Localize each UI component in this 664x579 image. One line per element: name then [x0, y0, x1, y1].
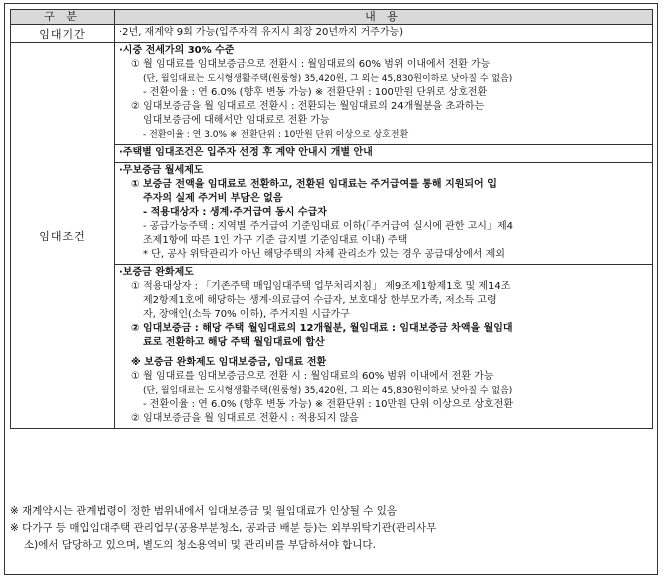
row-content — [115, 25, 653, 43]
content-line: * 단, 공사 위탁관리가 아닌 해당주택의 자체 관리소가 있는 경우 공급대상에서 제외 — [143, 249, 505, 260]
content-line: (단, 월임대료는 도시형생활주택(원룸형) 35,420원, 그 외는 45,830원이하로 낮아질 수 없음) — [143, 74, 513, 84]
content-line: ·주택별 임대조건은 입주자 선정 후 계약 안내시 개별 안내 — [119, 147, 373, 158]
content-line: ·2년, 재계약 9회 가능(입주자격 유지시 최장 20년까지 거주가능) — [119, 27, 404, 38]
content-line: ※ 보증금 완화제도 임대보증금, 임대료 전환 — [131, 357, 327, 368]
content-line: ·보증금 완화제도 — [119, 267, 194, 278]
rental-conditions-table — [10, 9, 653, 429]
content-line: - 전환이율 : 연 6.0% (향후 변동 가능) ※ 전환단위 : 100만원 단위로 상호전환 — [143, 87, 488, 98]
header-content: 내 용 — [115, 10, 653, 25]
content-line: 조제1항에 따른 1인 가구 기준 급지별 기준임대료 이내) 주택 — [143, 235, 408, 246]
content-line: 임대보증금에 대해서만 임대료로 전환 가능 — [143, 115, 330, 126]
section-content — [115, 163, 653, 265]
table-row — [11, 25, 653, 43]
footnote-line: ※ 재계약시는 관계법령이 정한 범위내에서 임대보증금 및 월임대료가 인상될 수 있음 — [10, 505, 398, 517]
content-line: ① 월 임대료를 임대보증금으로 전환 시 : 월임대료의 60% 범위 이내에서 전환 가능 — [131, 371, 494, 382]
content-line: ② 임대보증금을 월 임대료로 전환시 : 적용되지 않음 — [131, 413, 359, 424]
content-line: 자, 장애인(소득 70% 이하), 주거지원 시급가구 — [143, 309, 350, 320]
content-line: ·무보증금 월세제도 — [119, 165, 204, 176]
row-label: 임대기간 — [11, 25, 115, 43]
content-line: 료로 전환하고 해당 주택 월임대료에 합산 — [143, 337, 325, 348]
content-line: ·시중 전세가의 30% 수준 — [119, 45, 235, 56]
content-line: ① 보증금 전액을 임대료로 전환하고, 전환된 임대료는 주거급여를 통해 지원되어 입 — [131, 179, 497, 190]
table-row — [11, 43, 653, 145]
content-line: - 공급가능주택 : 지역별 주거급여 기준임대료 이하(「주거급여 실시에 관한 고시」제4 — [143, 221, 513, 232]
row-label: 임대조건 — [11, 43, 115, 429]
content-line: - 전환이율 : 연 6.0% (향후 변동 가능) ※ 전환단위 : 10만원 단위 이상으로 상호전환 — [143, 399, 513, 410]
content-line: ① 적용대상자 : 「기존주택 매입임대주택 업무처리지침」 제9조제1항제1호 및 제14조 — [131, 281, 511, 292]
section-content — [115, 43, 653, 145]
content-line: (단, 월임대료는 도시형생활주택(원룸형) 35,420원, 그 외는 45,830원이하로 낮아질 수 없음) — [143, 386, 513, 396]
content-line: - 적용대상자 : 생계·주거급여 동시 수급자 — [143, 207, 327, 218]
content-line: 제2항제1호에 해당하는 생계·의료급여 수급자, 보호대상 한부모가족, 저소득 고령 — [143, 295, 497, 306]
section-content — [115, 145, 653, 163]
footnotes — [10, 503, 650, 554]
section-content — [115, 265, 653, 429]
content-line: ② 임대보증금을 월 임대료로 전환시 : 전환되는 월임대료의 24개월분을 초과하는 — [131, 101, 485, 112]
header-category: 구 분 — [11, 10, 115, 25]
content-line: 주자의 실제 주거비 부담은 없음 — [143, 193, 283, 204]
footnote-line: ※ 다가구 등 매입임대주택 관리업무(공용부분청소, 공과금 배분 등)는 외부위탁기관(관리사무 — [10, 522, 437, 534]
footnote-line: 소)에서 담당하고 있으며, 별도의 청소용역비 및 관리비를 부담하셔야 합니다. — [24, 539, 376, 551]
content-line: - 전환이율 : 연 3.0% ※ 전환단위 : 10만원 단위 이상으로 상호전환 — [143, 130, 409, 140]
content-line: ① 월 임대료를 임대보증금으로 전환시 : 월임대료의 60% 범위 이내에서 전환 가능 — [131, 59, 491, 70]
content-line: ② 임대보증금 : 해당 주택 월임대료의 12개월분, 월임대료 : 임대보증금 차액을 월임대 — [131, 323, 513, 334]
